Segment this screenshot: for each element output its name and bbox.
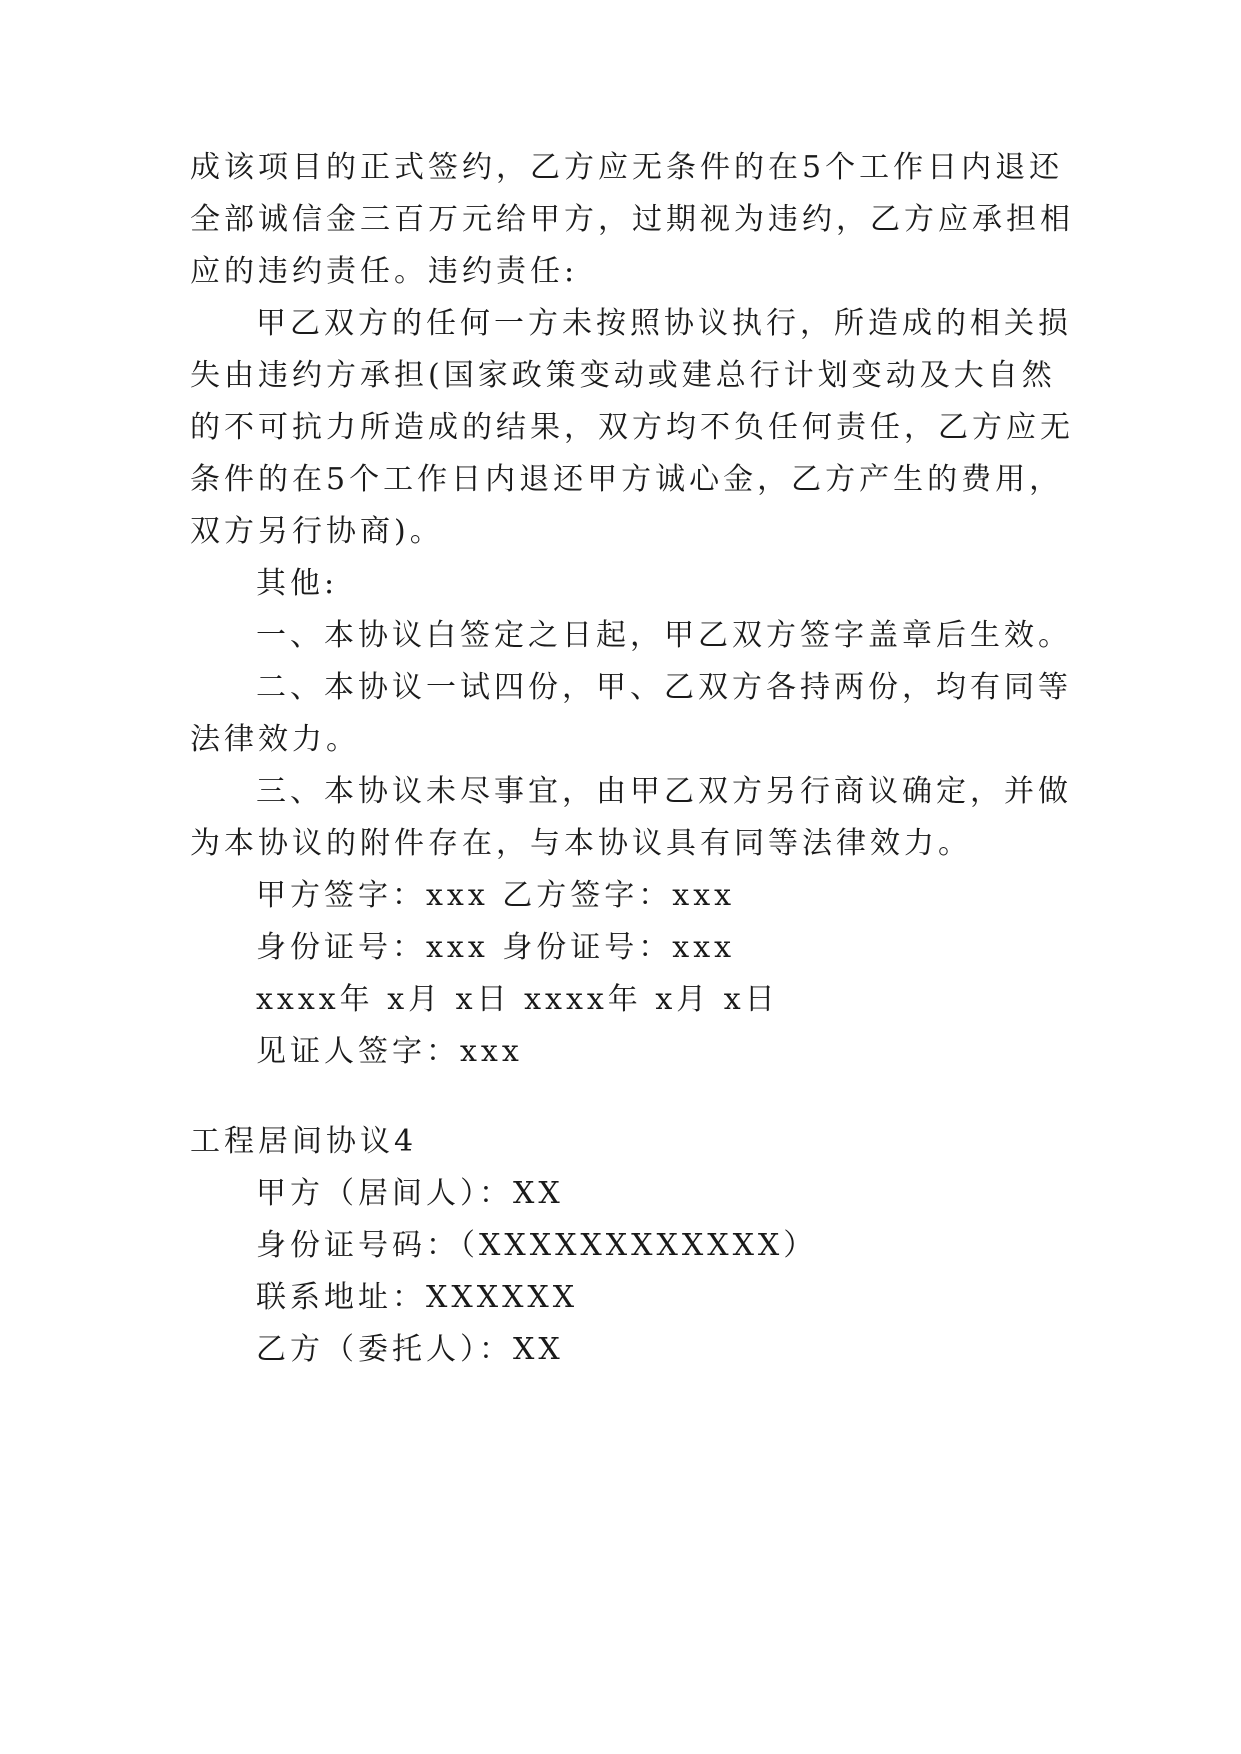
- clause-3-line: 三、本协议未尽事宜，由甲乙双方另行商议确定，并做: [256, 774, 1072, 809]
- clause-3-line: 为本协议的附件存在，与本协议具有同等法律效力。: [190, 826, 972, 861]
- id-number-line: 身份证号码：（XXXXXXXXXXXX）: [256, 1228, 818, 1263]
- id-numbers: 身份证号：xxx 身份证号：xxx: [256, 930, 736, 965]
- paragraph-line: 应的违约责任。违约责任:: [190, 254, 579, 289]
- paragraph-line: 条件的在5个工作日内退还甲方诚心金，乙方产生的费用，: [190, 462, 1064, 497]
- party-signatures: 甲方签字：xxx 乙方签字：xxx: [256, 878, 736, 913]
- paragraph-line: 失由违约方承担(国家政策变动或建总行计划变动及大自然: [190, 358, 1056, 393]
- witness-signature: 见证人签字：xxx: [256, 1034, 523, 1069]
- paragraph-line: 甲乙双方的任何一方未按照协议执行，所造成的相关损: [256, 306, 1072, 341]
- sign-dates: xxxx年 x月 x日 xxxx年 x月 x日: [256, 982, 779, 1017]
- clause-1: 一、本协议白签定之日起，甲乙双方签字盖章后生效。: [256, 618, 1072, 653]
- paragraph-line: 成该项目的正式签约，乙方应无条件的在5个工作日内退还: [190, 150, 1064, 185]
- address-line: 联系地址：XXXXXX: [256, 1280, 579, 1315]
- section-title: 工程居间协议4: [190, 1124, 418, 1159]
- paragraph-line: 全部诚信金三百万元给甲方，过期视为违约，乙方应承担相: [190, 202, 1074, 237]
- party-a-line: 甲方（居间人）：XX: [256, 1176, 564, 1211]
- paragraph-line: 的不可抗力所造成的结果，双方均不负任何责任，乙方应无: [190, 410, 1074, 445]
- party-b-line: 乙方（委托人）：XX: [256, 1332, 564, 1367]
- paragraph-line: 双方另行协商)。: [190, 514, 444, 549]
- clause-2-line: 法律效力。: [190, 722, 360, 757]
- clause-2-line: 二、本协议一试四份，甲、乙双方各持两份，均有同等: [256, 670, 1072, 705]
- other-heading: 其他:: [256, 566, 339, 601]
